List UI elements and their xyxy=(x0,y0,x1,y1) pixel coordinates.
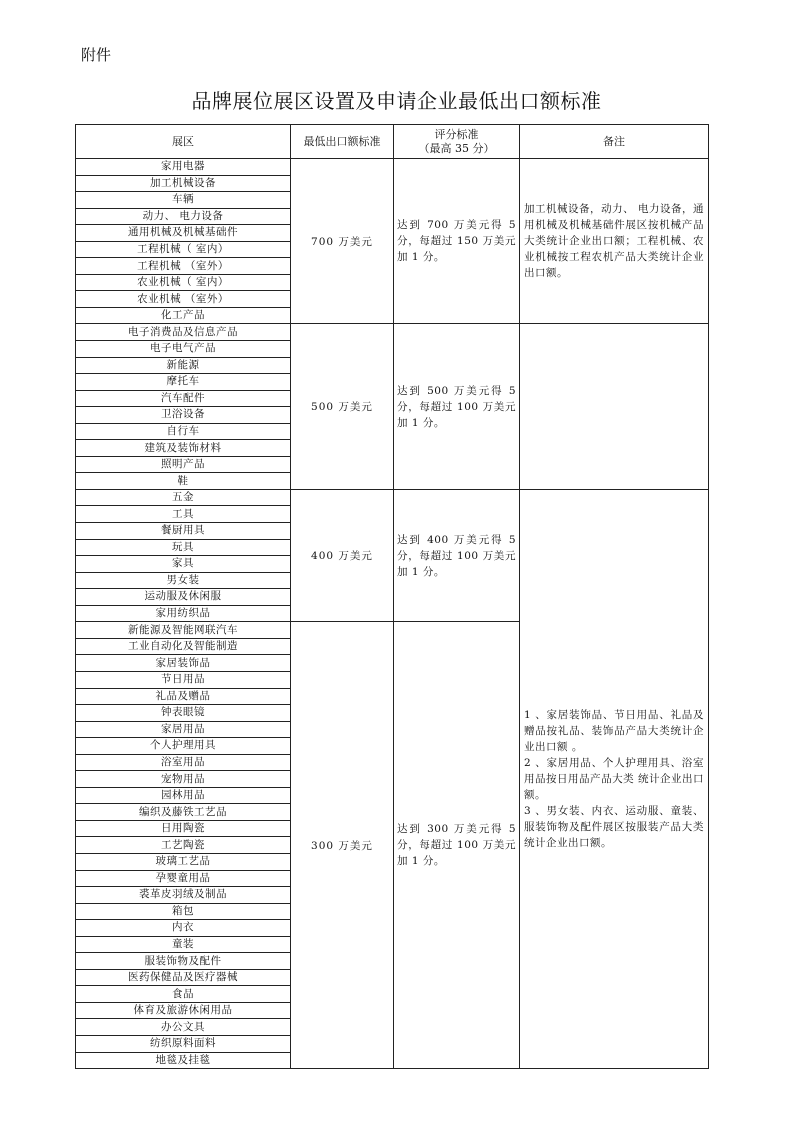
exhibit-area-cell: 体育及旅游休闲用品 xyxy=(76,1002,291,1019)
score-rule-cell: 达到 700 万美元得 5 分，每超过 150 万美元加 1 分。 xyxy=(394,159,520,324)
shared-note-cell xyxy=(520,489,709,1068)
exhibit-area-cell: 日用陶瓷 xyxy=(76,820,291,837)
exhibit-area-cell: 农业机械（ 室内） xyxy=(76,274,291,291)
exhibit-area-cell: 家居装饰品 xyxy=(76,655,291,672)
score-rule-cell: 达到 300 万美元得 5 分，每超过 100 万美元加 1 分。 xyxy=(394,622,520,1069)
header-note: 备注 xyxy=(520,125,709,159)
exhibit-area-cell: 自行车 xyxy=(76,423,291,440)
header-score-line1: 评分标准 xyxy=(434,127,479,141)
header-area: 展区 xyxy=(76,125,291,159)
header-score xyxy=(394,125,520,159)
header-min-export: 最低出口额标准 xyxy=(291,125,394,159)
exhibit-area-cell: 运动服及休闲服 xyxy=(76,589,291,606)
exhibit-area-cell: 编织及藤铁工艺品 xyxy=(76,804,291,821)
exhibit-area-cell: 家具 xyxy=(76,556,291,573)
note-item: 2 、家居用品、个人护理用具、浴室用品按日用品产品大类 统计企业出口额。 xyxy=(524,757,704,801)
score-rule-cell: 达到 400 万美元得 5 分，每超过 100 万美元加 1 分。 xyxy=(394,489,520,621)
min-export-cell: 500 万美元 xyxy=(291,324,394,489)
note-item: 3 、男女装、内衣、运动服、童装、服装饰物及配件展区按服装产品大类统计企业出口额。 xyxy=(524,805,704,849)
exhibit-area-cell: 食品 xyxy=(76,986,291,1003)
min-export-cell: 700 万美元 xyxy=(291,159,394,324)
attachment-label: 附件 xyxy=(81,46,112,64)
exhibit-area-cell: 男女装 xyxy=(76,572,291,589)
exhibit-area-cell: 汽车配件 xyxy=(76,390,291,407)
exhibit-area-cell: 加工机械设备 xyxy=(76,175,291,192)
exhibit-area-cell: 家居用品 xyxy=(76,721,291,738)
exhibit-area-cell: 工具 xyxy=(76,506,291,523)
exhibit-area-cell: 玻璃工艺品 xyxy=(76,853,291,870)
exhibit-area-cell: 浴室用品 xyxy=(76,754,291,771)
exhibit-area-cell: 园林用品 xyxy=(76,787,291,804)
score-rule-cell: 达到 500 万美元得 5 分，每超过 100 万美元加 1 分。 xyxy=(394,324,520,489)
exhibit-area-cell: 工程机械（ 室内） xyxy=(76,241,291,258)
page-title: 品牌展位展区设置及申请企业最低出口额标准 xyxy=(191,89,602,113)
exhibit-area-cell: 节日用品 xyxy=(76,671,291,688)
table-body xyxy=(76,159,709,1069)
exhibit-area-cell: 照明产品 xyxy=(76,456,291,473)
exhibit-area-cell: 五金 xyxy=(76,489,291,506)
exhibit-area-cell: 通用机械及机械基础件 xyxy=(76,225,291,242)
exhibit-area-cell: 宠物用品 xyxy=(76,771,291,788)
exhibit-area-cell: 新能源 xyxy=(76,357,291,374)
exhibit-area-cell: 电子消费品及信息产品 xyxy=(76,324,291,341)
exhibit-area-cell: 新能源及智能网联汽车 xyxy=(76,622,291,639)
note-item: 1 、家居装饰品、节日用品、礼品及赠品按礼品、装饰品产品大类统计企业出口额 。 xyxy=(524,709,704,753)
exhibit-area-cell: 童装 xyxy=(76,936,291,953)
exhibit-area-cell: 电子电气产品 xyxy=(76,341,291,358)
table-row xyxy=(76,489,709,506)
exhibit-area-cell: 家用纺织品 xyxy=(76,605,291,622)
exhibit-area-cell: 鞋 xyxy=(76,473,291,490)
exhibit-area-cell: 裘革皮羽绒及制品 xyxy=(76,887,291,904)
exhibit-area-cell: 孕婴童用品 xyxy=(76,870,291,887)
min-export-cell: 300 万美元 xyxy=(291,622,394,1069)
table-row xyxy=(76,324,709,341)
note-cell: 加工机械设备，动力、 电力设备，通用机械及机械基础件展区按机械产品大类统计企业出口额；工程机械、农业机械按工程农机产品大类统计企业出口额。 xyxy=(520,159,709,324)
exhibit-area-cell: 餐厨用具 xyxy=(76,523,291,540)
exhibit-area-cell: 玩具 xyxy=(76,539,291,556)
exhibit-area-cell: 办公文具 xyxy=(76,1019,291,1036)
exhibit-area-cell: 服装饰物及配件 xyxy=(76,953,291,970)
exhibit-area-cell: 卫浴设备 xyxy=(76,407,291,424)
exhibit-area-cell: 车辆 xyxy=(76,192,291,209)
header-score-line2: （最高 35 分） xyxy=(418,141,495,155)
table-row xyxy=(76,159,709,176)
min-export-cell: 400 万美元 xyxy=(291,489,394,621)
standards-table xyxy=(75,124,709,1069)
exhibit-area-cell: 礼品及赠品 xyxy=(76,688,291,705)
exhibit-area-cell: 建筑及装饰材料 xyxy=(76,440,291,457)
exhibit-area-cell: 工程机械 （室外） xyxy=(76,258,291,275)
exhibit-area-cell: 工业自动化及智能制造 xyxy=(76,638,291,655)
exhibit-area-cell: 化工产品 xyxy=(76,307,291,324)
exhibit-area-cell: 动力、 电力设备 xyxy=(76,208,291,225)
exhibit-area-cell: 内衣 xyxy=(76,920,291,937)
exhibit-area-cell: 摩托车 xyxy=(76,374,291,391)
header-row xyxy=(76,125,709,159)
exhibit-area-cell: 工艺陶瓷 xyxy=(76,837,291,854)
exhibit-area-cell: 钟表眼镜 xyxy=(76,705,291,722)
exhibit-area-cell: 医药保健品及医疗器械 xyxy=(76,969,291,986)
exhibit-area-cell: 个人护理用具 xyxy=(76,738,291,755)
exhibit-area-cell: 箱包 xyxy=(76,903,291,920)
note-cell xyxy=(520,324,709,489)
exhibit-area-cell: 家用电器 xyxy=(76,159,291,176)
exhibit-area-cell: 农业机械 （室外） xyxy=(76,291,291,308)
exhibit-area-cell: 纺织原料面料 xyxy=(76,1035,291,1052)
exhibit-area-cell: 地毯及挂毯 xyxy=(76,1052,291,1069)
